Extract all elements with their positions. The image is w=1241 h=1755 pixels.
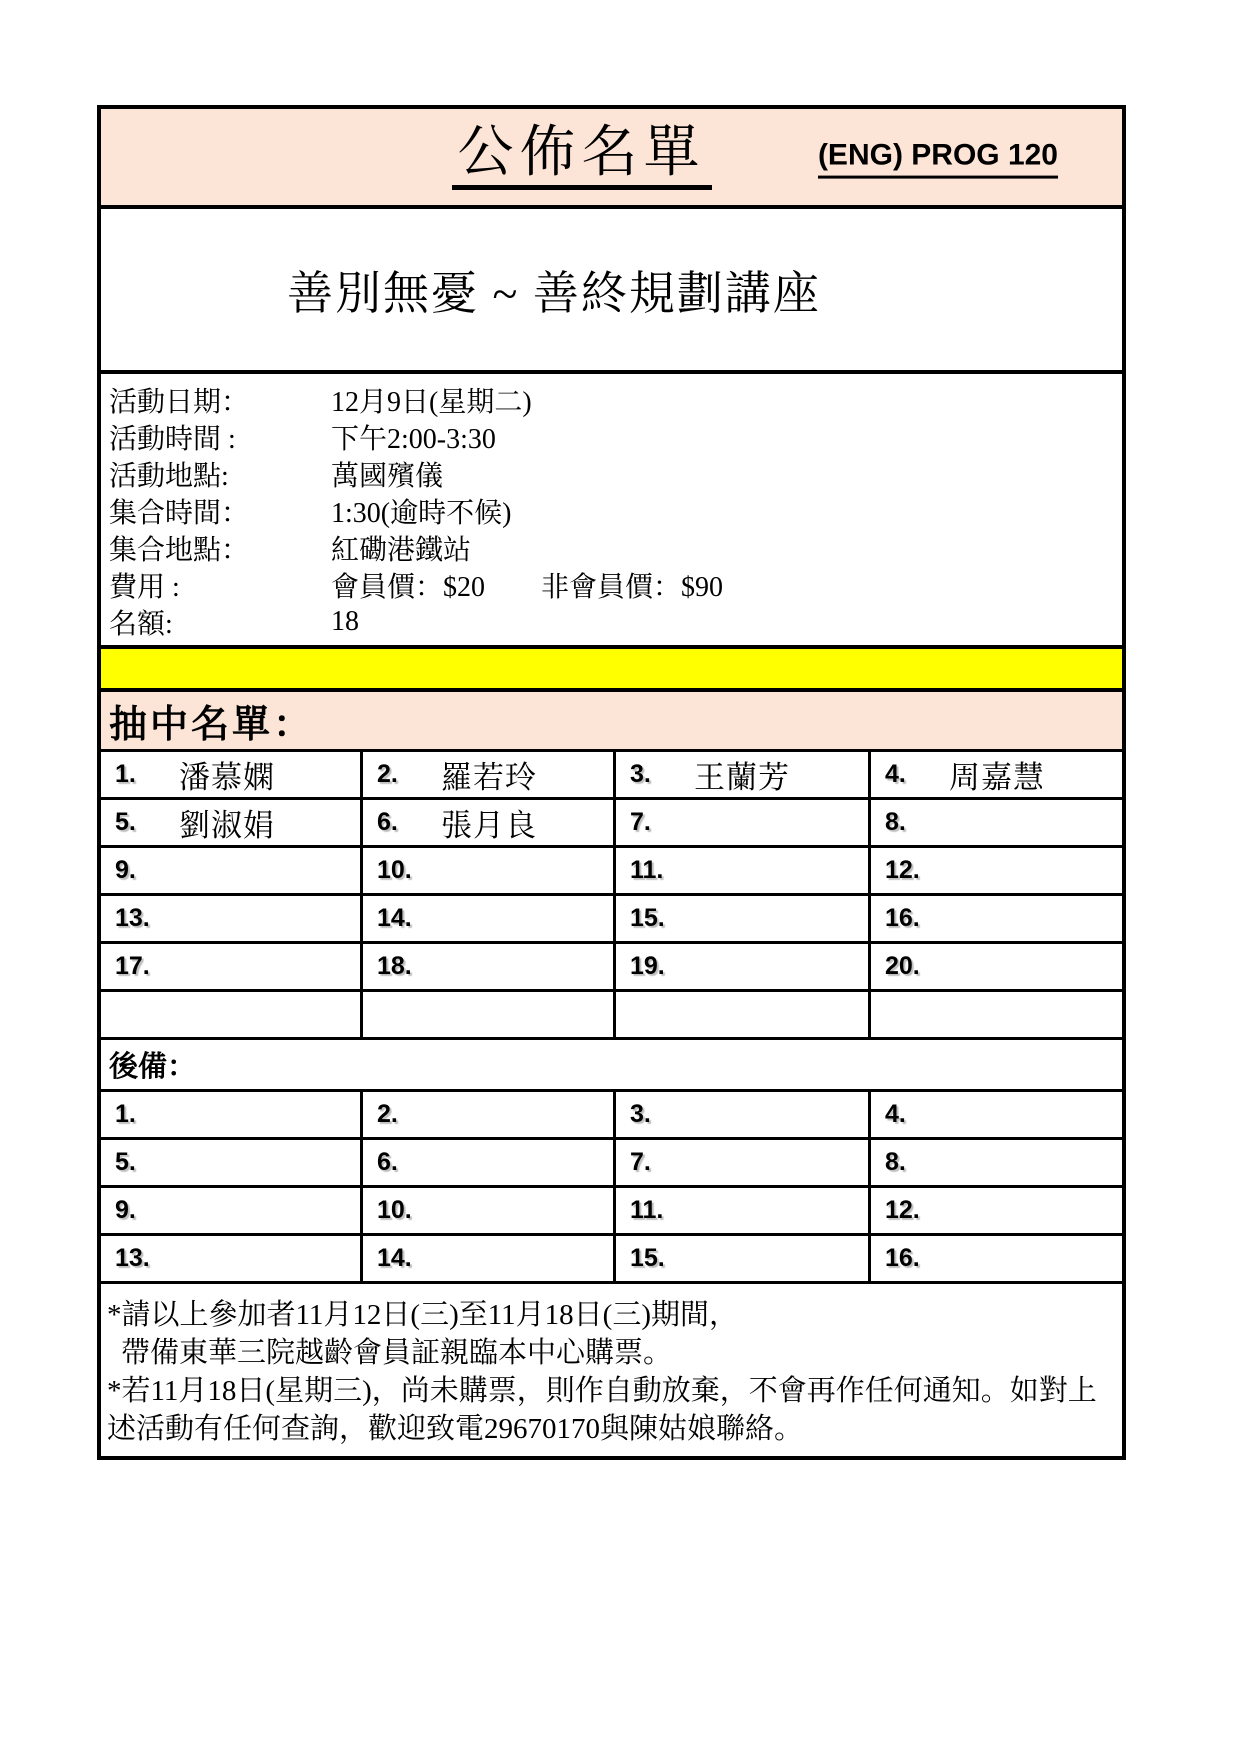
info-label: 費用 : [109,571,180,603]
drawn-cell [101,800,363,848]
entry-number: 4. [885,760,906,788]
document-header [101,109,1122,209]
entry-number: 1. [115,760,136,788]
drawn-cell [363,848,616,896]
footnotes-section [101,1284,1122,1456]
info-label: 活動時間 : [109,423,236,455]
entry-number: 2. [377,760,398,788]
entry-number: 16. [885,904,920,932]
entry-number: 20. [885,952,920,980]
page-title: 公佈名單 [452,124,712,190]
backup-cell [871,1140,1122,1188]
entry-number: 7. [630,1148,651,1176]
drawn-cell [871,800,1122,848]
entry-number: 19. [630,952,665,980]
entry-name: 張月良 [441,808,537,843]
entry-number: 10. [377,856,412,884]
note-line: 帶備東華三院越齡會員証親臨本中心購票。 [121,1337,673,1369]
entry-number: 12. [885,1196,920,1224]
info-row-fee [109,566,1122,603]
info-value: 1:30(逾時不候) [331,497,512,529]
backup-cell [101,1092,363,1140]
event-title-section [101,209,1122,374]
drawn-cell [363,752,616,800]
drawn-cell [616,800,871,848]
drawn-list-heading: 抽中名單： [109,704,315,746]
program-code: (ENG) PROG 120 [818,139,1058,179]
entry-number: 3. [630,1100,651,1128]
backup-cell [363,1236,616,1284]
backup-cell [101,1140,363,1188]
drawn-cell [363,896,616,944]
backup-cell [616,1188,871,1236]
backup-list-table [101,1092,1122,1284]
drawn-cell [871,944,1122,992]
entry-number: 12. [885,856,920,884]
backup-cell [363,1092,616,1140]
entry-number: 8. [885,808,906,836]
backup-cell [101,1188,363,1236]
entry-number: 14. [377,904,412,932]
note-line: 述活動有任何查詢，歡迎致電29670170與陳姑娘聯絡。 [107,1413,804,1445]
backup-cell [101,1236,363,1284]
drawn-list-heading-row [101,692,1122,752]
info-label: 活動日期： [109,386,250,418]
backup-cell [616,1236,871,1284]
entry-number: 16. [885,1244,920,1272]
entry-number: 5. [115,808,136,836]
drawn-list-table [101,752,1122,1040]
entry-name: 潘慕嫻 [179,760,275,795]
info-row-quota [109,603,1122,640]
info-value: 12月9日(星期二) [331,386,532,418]
info-label: 名額: [109,608,173,640]
drawn-cell [101,992,363,1040]
entry-name: 羅若玲 [441,760,537,795]
info-value: 會員價：$20 非會員價：$90 [331,571,724,603]
backup-heading-row [101,1040,1122,1092]
entry-number: 7. [630,808,651,836]
entry-number: 14. [377,1244,412,1272]
entry-number: 15. [630,904,665,932]
drawn-cell [871,992,1122,1040]
info-value: 萬國殯儀 [331,460,444,492]
drawn-cell [101,944,363,992]
entry-number: 11. [630,1196,664,1224]
info-label: 活動地點: [109,460,229,492]
entry-number: 10. [377,1196,412,1224]
entry-name: 劉淑娟 [179,808,275,843]
event-title: 善別無憂 ~ 善終規劃講座 [287,267,821,319]
drawn-cell [616,992,871,1040]
entry-number: 11. [630,856,664,884]
backup-cell [363,1188,616,1236]
info-row-time [109,418,1122,455]
entry-number: 5. [115,1148,136,1176]
info-row-date [109,381,1122,418]
announcement-document [97,105,1126,1460]
drawn-cell [363,800,616,848]
backup-cell [871,1092,1122,1140]
highlight-bar [101,649,1122,692]
entry-number: 13. [115,1244,150,1272]
drawn-cell [101,848,363,896]
drawn-cell [871,896,1122,944]
entry-number: 4. [885,1100,906,1128]
entry-number: 2. [377,1100,398,1128]
note-line: *若11月18日(星期三)，尚未購票，則作自動放棄，不會再作任何通知。如對上 [107,1375,1097,1407]
entry-number: 1. [115,1100,136,1128]
info-label: 集合地點： [109,534,250,566]
backup-cell [616,1092,871,1140]
entry-number: 6. [377,1148,398,1176]
drawn-cell [101,896,363,944]
entry-number: 17. [115,952,150,980]
backup-cell [363,1140,616,1188]
note-line: *請以上參加者11月12日(三)至11月18日(三)期間， [107,1299,738,1331]
drawn-cell [616,896,871,944]
entry-number: 15. [630,1244,665,1272]
event-info-section [101,374,1122,649]
info-value: 紅磡港鐵站 [331,534,472,566]
backup-heading: 後備： [109,1051,197,1083]
drawn-cell [871,848,1122,896]
entry-number: 8. [885,1148,906,1176]
drawn-cell [616,848,871,896]
drawn-cell [871,752,1122,800]
drawn-cell [616,944,871,992]
entry-number: 13. [115,904,150,932]
entry-name: 王蘭芳 [694,760,790,795]
entry-number: 3. [630,760,651,788]
entry-number: 18. [377,952,412,980]
info-value: 下午2:00-3:30 [331,423,496,455]
info-label: 集合時間： [109,497,250,529]
backup-cell [871,1188,1122,1236]
entry-name: 周嘉慧 [949,760,1045,795]
entry-number: 6. [377,808,398,836]
drawn-cell [363,992,616,1040]
drawn-cell [101,752,363,800]
drawn-cell [616,752,871,800]
info-row-meet-place [109,529,1122,566]
info-value: 18 [331,605,359,637]
backup-cell [871,1236,1122,1284]
drawn-cell [363,944,616,992]
backup-cell [616,1140,871,1188]
info-row-meet-time [109,492,1122,529]
entry-number: 9. [115,856,136,884]
entry-number: 9. [115,1196,136,1224]
info-row-venue [109,455,1122,492]
